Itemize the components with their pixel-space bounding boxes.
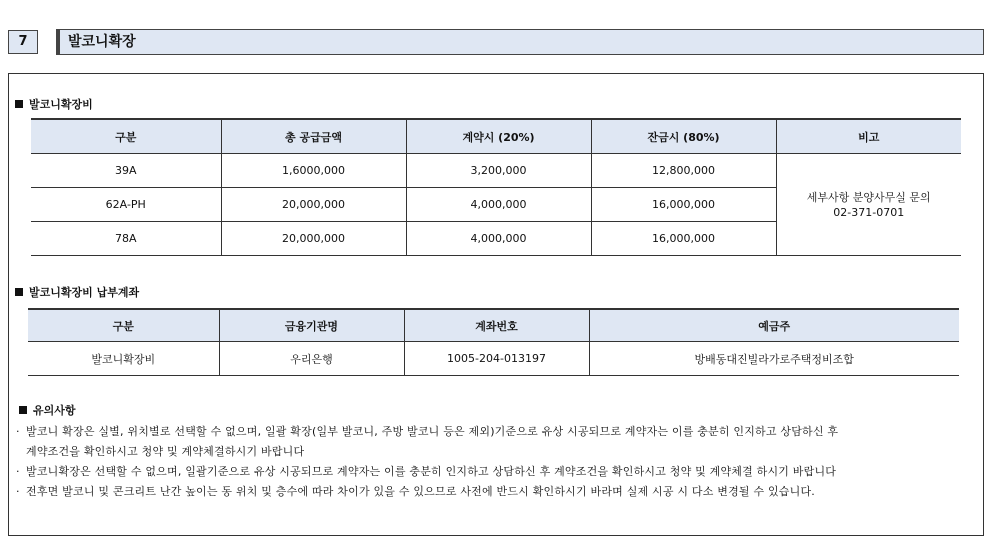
cell-bank: 우리은행 (219, 342, 404, 376)
cell-holder: 방배동대진빌라가로주택정비조합 (589, 342, 959, 376)
note-line: 발코니 확장은 실별, 위치별로 선택할 수 없으며, 일괄 확장(일부 발코니, 주방 발코니 등은 제외)기준으로 유상 시공되므로 계약자는 이를 충분히 인지하고 상담하신 후 (26, 425, 839, 438)
bullet-dot-icon: · (16, 465, 20, 478)
cell-account-number: 1005-204-013197 (404, 342, 589, 376)
remark-line-2: 02-371-0701 (833, 205, 905, 219)
cell-balance: 16,000,000 (591, 188, 776, 222)
notes-title-text: 유의사항 (33, 404, 76, 417)
col-header-holder: 예금주 (589, 309, 959, 342)
cell-category: 발코니확장비 (91, 352, 156, 366)
col-header-account: 계좌번호 (404, 309, 589, 342)
note-line: 계약조건을 확인하시고 청약 및 계약체결하시기 바랍니다 (26, 445, 305, 458)
cell-balance: 16,000,000 (591, 222, 776, 256)
cell-contract: 3,200,000 (406, 154, 591, 188)
cell-total: 1,6000,000 (221, 154, 406, 188)
col-header-category: 구분 (28, 309, 219, 342)
square-bullet-icon (15, 288, 23, 296)
bullet-dot-icon: · (16, 425, 20, 438)
note-item (16, 482, 976, 502)
cell-type: 78A (31, 222, 221, 256)
table-row (28, 342, 959, 376)
cell-total: 20,000,000 (221, 188, 406, 222)
note-item (16, 462, 976, 482)
cell-type: 62A-PH (31, 188, 221, 222)
section-title: 발코니확장 (56, 29, 984, 55)
square-bullet-icon (19, 406, 27, 414)
note-line: 발코니확장은 선택할 수 없으며, 일괄기준으로 유상 시공되므로 계약자는 이를 충분히 인지하고 상담하신 후 계약조건을 확인하시고 청약 및 계약체결 하시기 바랍니다 (26, 465, 837, 478)
col-header-bank: 금융기관명 (219, 309, 404, 342)
square-bullet-icon (15, 100, 23, 108)
col-header-total: 총 공급금액 (221, 119, 406, 154)
bullet-dot-icon: · (16, 485, 20, 498)
balcony-cost-table (31, 118, 961, 256)
cell-contract: 4,000,000 (406, 188, 591, 222)
note-line: 전후면 발코니 및 콘크리트 난간 높이는 동 위치 및 층수에 따라 차이가 있을 수 있으므로 사전에 반드시 확인하시기 바라며 실제 시공 시 다소 변경될 수 있습니다. (26, 485, 815, 498)
payment-account-table (28, 308, 959, 376)
notes-section (16, 402, 976, 502)
cost-table-heading-text: 발코니확장비 (29, 98, 93, 111)
account-table-heading (15, 284, 139, 300)
cell-type: 39A (114, 164, 137, 177)
col-header-remark: 비고 (776, 119, 961, 154)
cell-balance: 12,800,000 (591, 154, 776, 188)
account-table-heading-text: 발코니확장비 납부계좌 (29, 286, 140, 299)
cell-contract: 4,000,000 (406, 222, 591, 256)
col-header-balance: 잔금시 (80%) (591, 119, 776, 154)
cell-total: 20,000,000 (221, 222, 406, 256)
col-header-contract: 계약시 (20%) (406, 119, 591, 154)
note-item (16, 422, 976, 462)
section-number: 7 (8, 30, 38, 54)
cost-table-heading (15, 96, 93, 112)
col-header-type: 구분 (31, 119, 221, 154)
cell-remark (776, 154, 961, 256)
notes-title (19, 402, 976, 418)
remark-line-1: 세부사항 분양사무실 문의 (806, 190, 931, 204)
table-row (31, 154, 961, 188)
